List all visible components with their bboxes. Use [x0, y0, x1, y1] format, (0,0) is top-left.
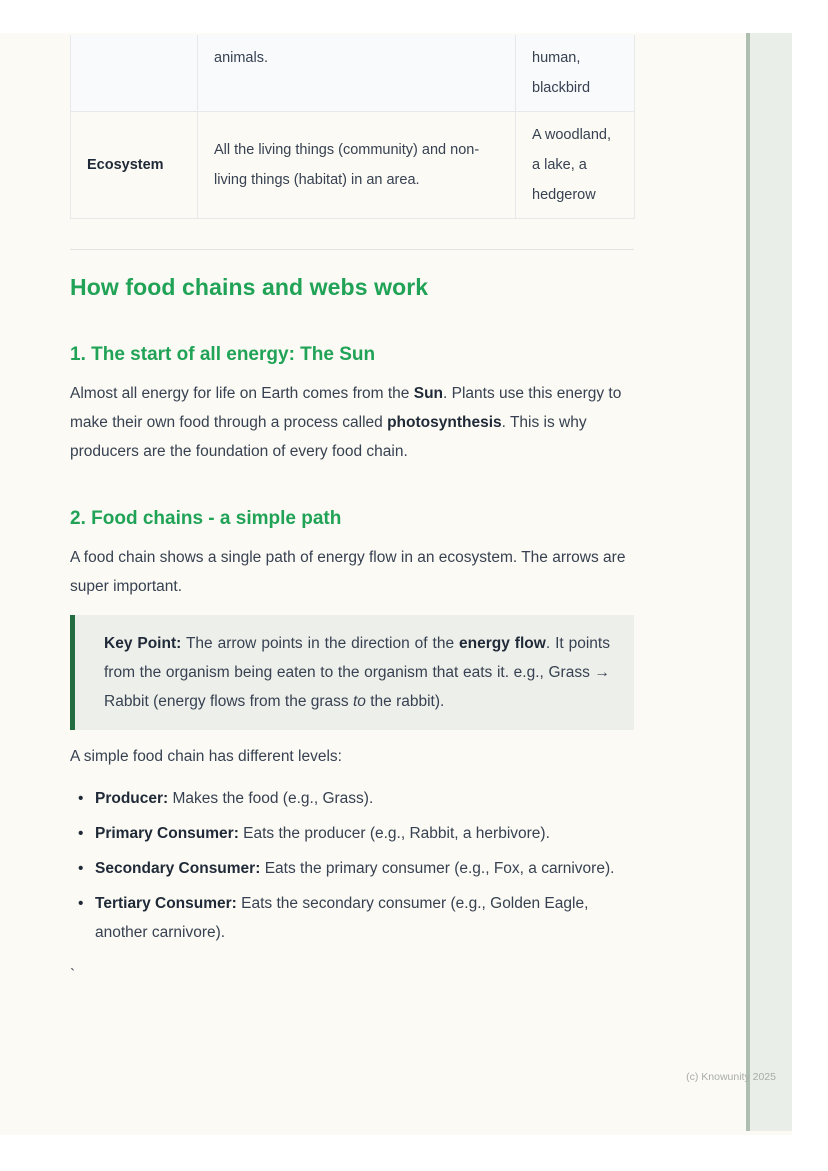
list-item-text: [95, 784, 373, 813]
table-cell-examples: A woodland, a lake, a hedgerow: [516, 112, 635, 219]
table-row-partial: [71, 35, 635, 112]
text-run: Makes the food (e.g., Grass).: [168, 790, 374, 807]
text-run: Eats the producer (e.g., Rabbit, a herbivore).: [238, 825, 550, 842]
section-divider: [70, 249, 634, 250]
table-cell-examples: human, blackbird: [516, 35, 635, 112]
list-item-secondary-consumer: [70, 854, 634, 883]
trophic-levels-list: [70, 784, 634, 947]
paragraph-food-chain: A food chain shows a single path of energy flow in an ecosystem. The arrows are super important.: [70, 549, 626, 595]
table-cell-definition: All the living things (community) and non-living things (habitat) in an area.: [198, 112, 516, 219]
bullet-dot: •: [78, 790, 84, 807]
bold-text-photosynthesis: photosynthesis: [387, 414, 502, 431]
key-point-callout: [70, 615, 634, 730]
key-point-label: Key Point:: [104, 635, 182, 652]
subheading-food-chains: 2. Food chains - a simple path: [70, 508, 342, 529]
list-item-label: Secondary Consumer:: [95, 860, 261, 877]
list-item-producer: [70, 784, 634, 813]
copyright-note: (c) Knowunity 2025: [686, 1071, 776, 1083]
document-page: [0, 33, 792, 1135]
list-item-text: [95, 819, 550, 848]
paragraph-sun: [70, 379, 634, 466]
text-run: . This is why producers are the foundation of every food chain.: [70, 414, 587, 460]
bullet-dot: •: [78, 860, 84, 877]
bold-text-sun: Sun: [413, 385, 444, 402]
table-cell-term: Ecosystem: [71, 112, 198, 219]
list-item-primary-consumer: [70, 819, 634, 848]
list-item-label: Primary Consumer:: [95, 825, 239, 842]
text-run: Eats the secondary consumer (e.g., Golden Eagle, another carnivore).: [95, 895, 589, 941]
list-item-text: [95, 854, 614, 883]
text-run: the rabbit).: [365, 693, 445, 710]
bold-text-energy-flow: energy flow: [459, 635, 546, 652]
subheading-energy-sun: 1. The start of all energy: The Sun: [70, 344, 376, 365]
list-item-text: [95, 889, 634, 947]
bullet-dot: •: [78, 895, 84, 912]
stray-backtick-text: `: [70, 967, 76, 984]
definitions-table: [70, 35, 635, 219]
list-item-label: Tertiary Consumer:: [95, 895, 237, 912]
table-cell-term: [71, 35, 198, 112]
table-row-ecosystem: [71, 112, 635, 219]
right-margin-stripe: [746, 33, 792, 1131]
document-content: [70, 33, 634, 990]
text-run: . Plants use this energy to make their own food through a process called: [70, 385, 622, 431]
text-run: . It points from the organism being eaten to the organism that eats it. e.g., Grass → Rabbit (energy flows from the grass: [104, 635, 610, 710]
text-run: Almost all energy for life on Earth comes from the: [70, 385, 414, 402]
list-item-tertiary-consumer: [70, 889, 634, 947]
paragraph-levels-intro: A simple food chain has different levels:: [70, 748, 342, 765]
bullet-dot: •: [78, 825, 84, 842]
italic-text-to: to: [352, 693, 366, 710]
list-item-label: Producer:: [95, 790, 169, 807]
text-run: The arrow points in the direction of the: [181, 635, 460, 652]
table-cell-definition: animals.: [198, 35, 516, 112]
text-run: Eats the primary consumer (e.g., Fox, a carnivore).: [260, 860, 615, 877]
main-heading: How food chains and webs work: [70, 274, 429, 300]
